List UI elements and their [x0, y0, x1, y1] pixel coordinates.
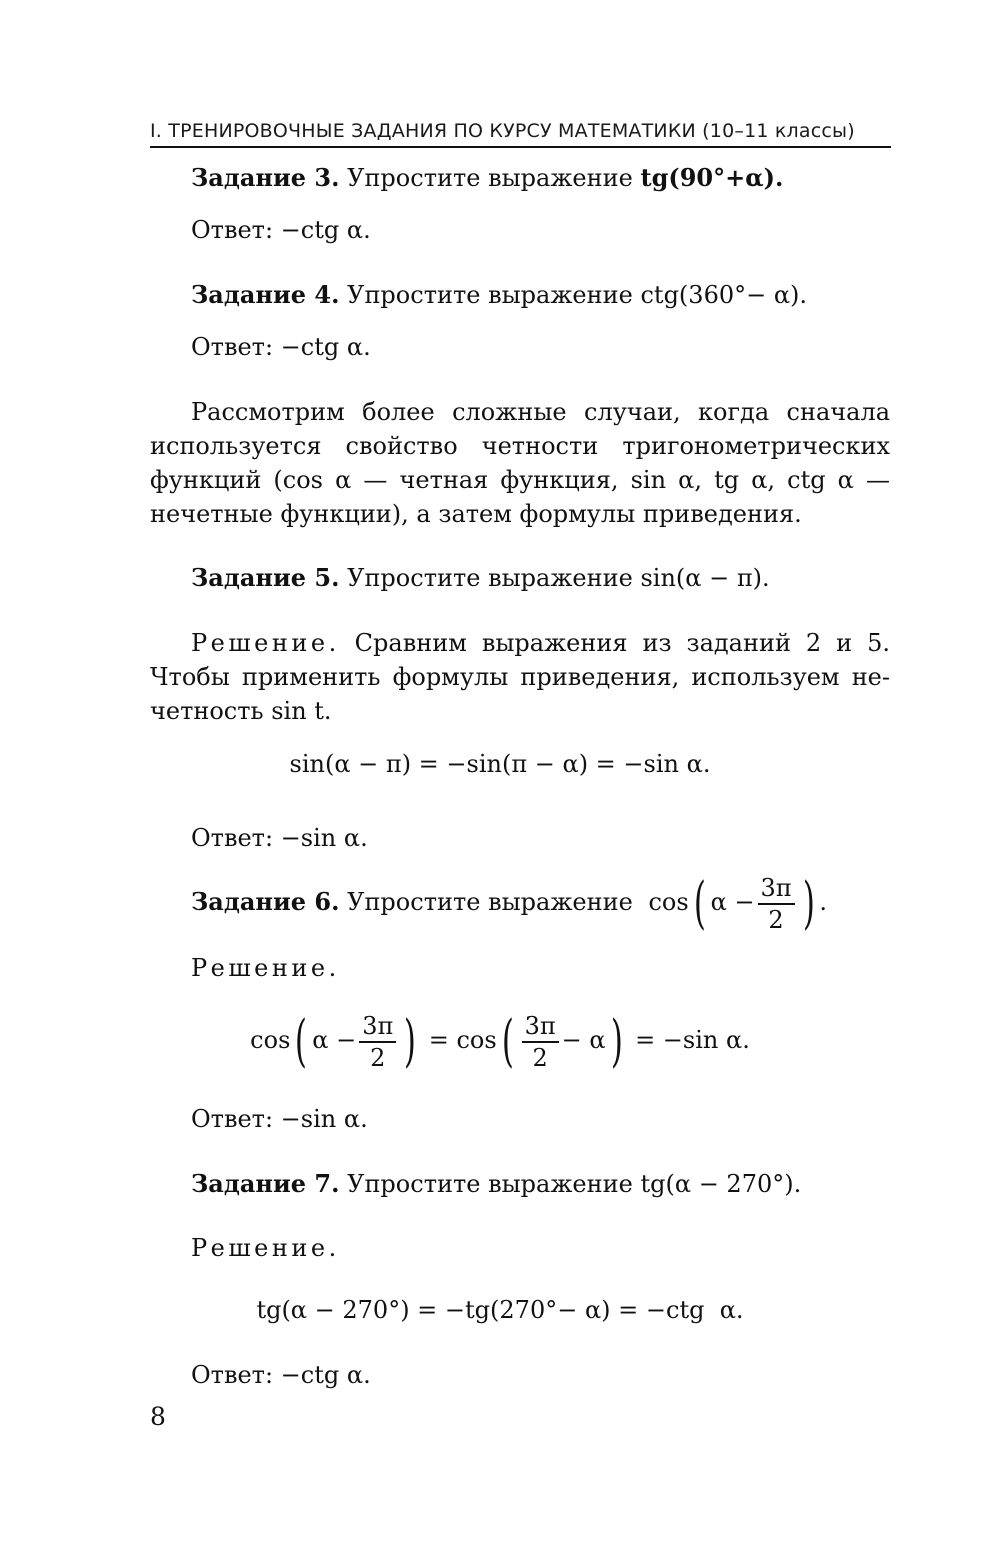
answer-7 [191, 1360, 371, 1390]
solution-label: Решение. [191, 629, 340, 657]
answer-5 [191, 823, 368, 853]
answer-label: Ответ: [191, 333, 274, 361]
solution-6-label: Решение. [191, 954, 340, 982]
fraction [758, 873, 795, 935]
task-text: Упростите выражение [347, 281, 633, 309]
task-expression: sin(α − π). [640, 564, 770, 592]
formula-7: tg(α − 270°) = −tg(270°− α) = −ctg α. [256, 1296, 744, 1324]
task-text: Упростите выражение [347, 564, 633, 592]
answer-value: −sin α. [280, 1105, 368, 1133]
task-3 [191, 163, 783, 193]
alpha-term: α − [710, 888, 755, 916]
solution-line: Чтобы применить формулы приведения, используем не- [150, 663, 890, 691]
task-text: Упростите выражение [347, 888, 633, 916]
solution-line: Решение. Сравним выражения из заданий 2 и 5. [191, 629, 890, 657]
fraction-denominator: 2 [768, 905, 784, 934]
answer-label: Ответ: [191, 824, 274, 852]
page-number: 8 [150, 1402, 166, 1431]
task-5 [191, 563, 770, 593]
left-paren: ( [693, 870, 706, 936]
intro-paragraph [150, 395, 890, 531]
answer-4 [191, 332, 371, 362]
task-label: Задание 6. [191, 887, 340, 916]
answer-label: Ответ: [191, 1105, 274, 1133]
answer-3 [191, 215, 371, 245]
intro-line: используется свойство четности тригонометрических [150, 432, 890, 460]
answer-6 [191, 1104, 368, 1134]
answer-value: −sin α. [280, 824, 368, 852]
right-paren: ) [802, 870, 815, 936]
task-text: Упростите выражение [347, 164, 633, 192]
formula-5: sin(α − π) = −sin(π − α) = −sin α. [289, 750, 711, 778]
answer-value: −ctg α. [280, 216, 371, 244]
fraction: $\frac{3\pi}{2}$ [359, 1011, 396, 1073]
answer-value: −ctg α. [280, 333, 371, 361]
header-rule [150, 146, 891, 148]
task-expression: tg(90°+α). [640, 163, 784, 192]
intro-line: Рассмотрим более сложные случаи, когда сначала [191, 398, 890, 426]
task-label: Задание 7. [191, 1169, 340, 1198]
solution-5 [150, 626, 890, 728]
fraction-numerator: 3π [758, 873, 795, 905]
running-header: I. ТРЕНИРОВОЧНЫЕ ЗАДАНИЯ ПО КУРСУ МАТЕМАТИКИ (10–11 классы) [150, 120, 855, 142]
fn-name: cos [648, 888, 689, 916]
task-text: Упростите выражение [347, 1170, 633, 1198]
task-expression: ctg(360°− α). [640, 281, 808, 309]
answer-label: Ответ: [191, 216, 274, 244]
task-label: Задание 4. [191, 280, 340, 309]
answer-value: −ctg α. [280, 1361, 371, 1389]
task-7 [191, 1169, 801, 1199]
intro-line: нечетные функции), а затем формулы приведения. [150, 500, 802, 528]
task-label: Задание 3. [191, 163, 340, 192]
solution-7-label: Решение. [191, 1234, 340, 1262]
answer-label: Ответ: [191, 1361, 274, 1389]
task-4 [191, 280, 807, 310]
task-label: Задание 5. [191, 563, 340, 592]
formula-6: cos( α − $\frac{3\pi}{2}$ ) = cos( $\frac{3\pi}{2}$ − α) = −sin α. [250, 1008, 750, 1074]
task-6: Задание 6. Упростите выражение cos( α − $\frac{3\pi}{2}$ ) . [191, 870, 828, 936]
solution-line: четность sin t. [150, 697, 332, 725]
fraction: $\frac{3\pi}{2}$ [522, 1011, 559, 1073]
intro-line: функций (cos α — четная функция, sin α, tg α, ctg α — [150, 466, 890, 494]
task-expression: tg(α − 270°). [640, 1170, 802, 1198]
